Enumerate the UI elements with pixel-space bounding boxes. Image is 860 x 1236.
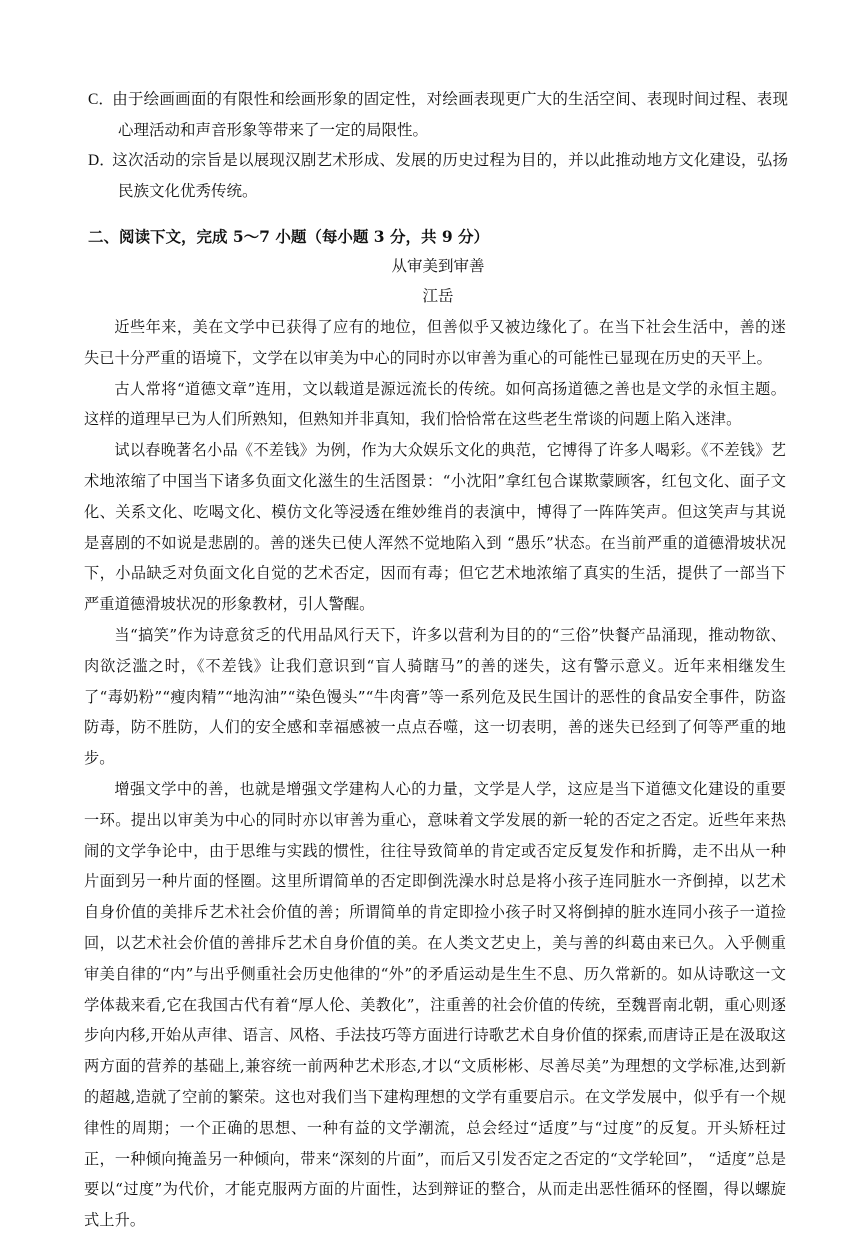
- option-d-letter: D．: [88, 152, 115, 169]
- paragraph-3: 试以春晚著名小品《不差钱》为例，作为大众娱乐文化的典范，它博得了许多人喝彩。《不差钱》艺术地浓缩了中国当下诸多负面文化滋生的生活图景：“小沈阳”拿红包合谋欺蒙顾客，红包文化、面子文化、关系文化、吃喝文化、模仿文化等浸透在维妙维肖的表演中，博得了一阵阵笑声。但这笑声与其说是喜剧的不如说是悲剧的。善的迷失已使人浑然不觉地陷入到 “愚乐”状态。在当前严重的道德滑坡状况下，小品缺乏对负面文化自觉的艺术否定，因而有毒；但它艺术地浓缩了真实的生活，提供了一部当下严重道德滑坡状况的形象教材，引人警醒。: [84, 441, 786, 614]
- answer-options: [88, 84, 788, 206]
- option-d: [88, 145, 788, 206]
- option-c-letter: C．: [88, 91, 114, 108]
- article-body: [84, 312, 786, 1236]
- paragraph-1: 近些年来，美在文学中已获得了应有的地位，但善似乎又被边缘化了。在当下社会生活中，善的迷失已十分严重的语境下，文学在以审美为中心的同时亦以审善为重心的可能性已显现在历史的天平上。: [84, 318, 786, 367]
- section-heading: 二、阅读下文，完成 5～7 小题（每小题 3 分，共 9 分）: [88, 227, 490, 246]
- paragraph-2: 古人常将“道德文章”连用，文以载道是源远流长的传统。如何高扬道德之善也是文学的永恒主题。这样的道理早已为人们所熟知，但熟知并非真知，我们恰恰常在这些老生常谈的问题上陷入迷津。: [84, 379, 786, 429]
- paragraph-5: 增强文学中的善，也就是增强文学建构人心的力量，文学是人学，这应是当下道德文化建设的重要一环。提出以审美为中心的同时亦以审善为重心，意味着文学发展的新一轮的否定之否定。近些年来热闹的文学争论中，由于思维与实践的惯性，往往导致简单的肯定或否定反复发作和折腾，走不出从一种片面到另一种片面的怪圈。这里所谓简单的否定即倒洗澡水时总是将小孩子连同脏水一齐倒掉，以艺术自身价值的美排斥艺术社会价值的善；所谓简单的肯定即捡小孩子时又将倒掉的脏水连同小孩子一道捡回，以艺术社会价值的善排斥艺术自身价值的美。在人类文艺史上，美与善的纠葛由来已久。入乎侧重审美自律的“内”与出乎侧重社会历史他律的“外”的矛盾运动是生生不息、历久常新的。如从诗歌这一文学体裁来看,它在我国古代有着“厚人伦、美教化”，注重善的社会价值的传统，至魏晋南北朝，重心则逐步向内移,开始从声律、语言、风格、手法技巧等方面进行诗歌艺术自身价值的探索,而唐诗正是在汲取这两方面的营养的基础上,兼容统一前两种艺术形态,才以“文质彬彬、尽善尽美”为理想的文学标准,达到新的超越,造就了空前的繁荣。这也对我们当下建构理想的文学有重要启示。在文学发展中，似乎有一个规律性的周期；一个正确的思想、一种有益的文学潮流，总会经过“适度”与“过度”的反复。开头矫枉过正，一种倾向掩盖另一种倾向，带来“深刻的片面”，而后又引发否定之否定的“文学轮回”， “适度”总是要以“过度”为代价，才能克服两方面的片面性，达到辩证的整合，从而走出恶性循环的怪圈，得以螺旋式上升。: [84, 779, 786, 1230]
- option-c-text: 由于绘画画面的有限性和绘画形象的固定性，对绘画表现更广大的生活空间、表现时间过程、表现心理活动和声音形象等带来了一定的局限性。: [112, 90, 788, 139]
- paragraph-4: 当“搞笑”作为诗意贫乏的代用品风行天下，许多以营利为目的的“三俗”快餐产品涌现，推动物欲、肉欲泛滥之时，《不差钱》让我们意识到“盲人骑瞎马”的善的迷失，这有警示意义。近年来相继发生了“毒奶粉”“瘦肉精”“地沟油”“染色馒头”“牛肉膏”等一系列危及民生国计的恶性的食品安全事件，防盗防毒，防不胜防，人们的安全感和幸福感被一点点吞噬，这一切表明，善的迷失已经到了何等严重的地步。: [84, 625, 786, 768]
- option-d-text: 这次活动的宗旨是以展现汉剧艺术形成、发展的历史过程为目的，并以此推动地方文化建设，弘扬民族文化优秀传统。: [112, 151, 788, 200]
- article-title: 从审美到审善: [391, 257, 485, 275]
- option-c: [88, 84, 788, 145]
- article-author: 江岳: [422, 287, 454, 305]
